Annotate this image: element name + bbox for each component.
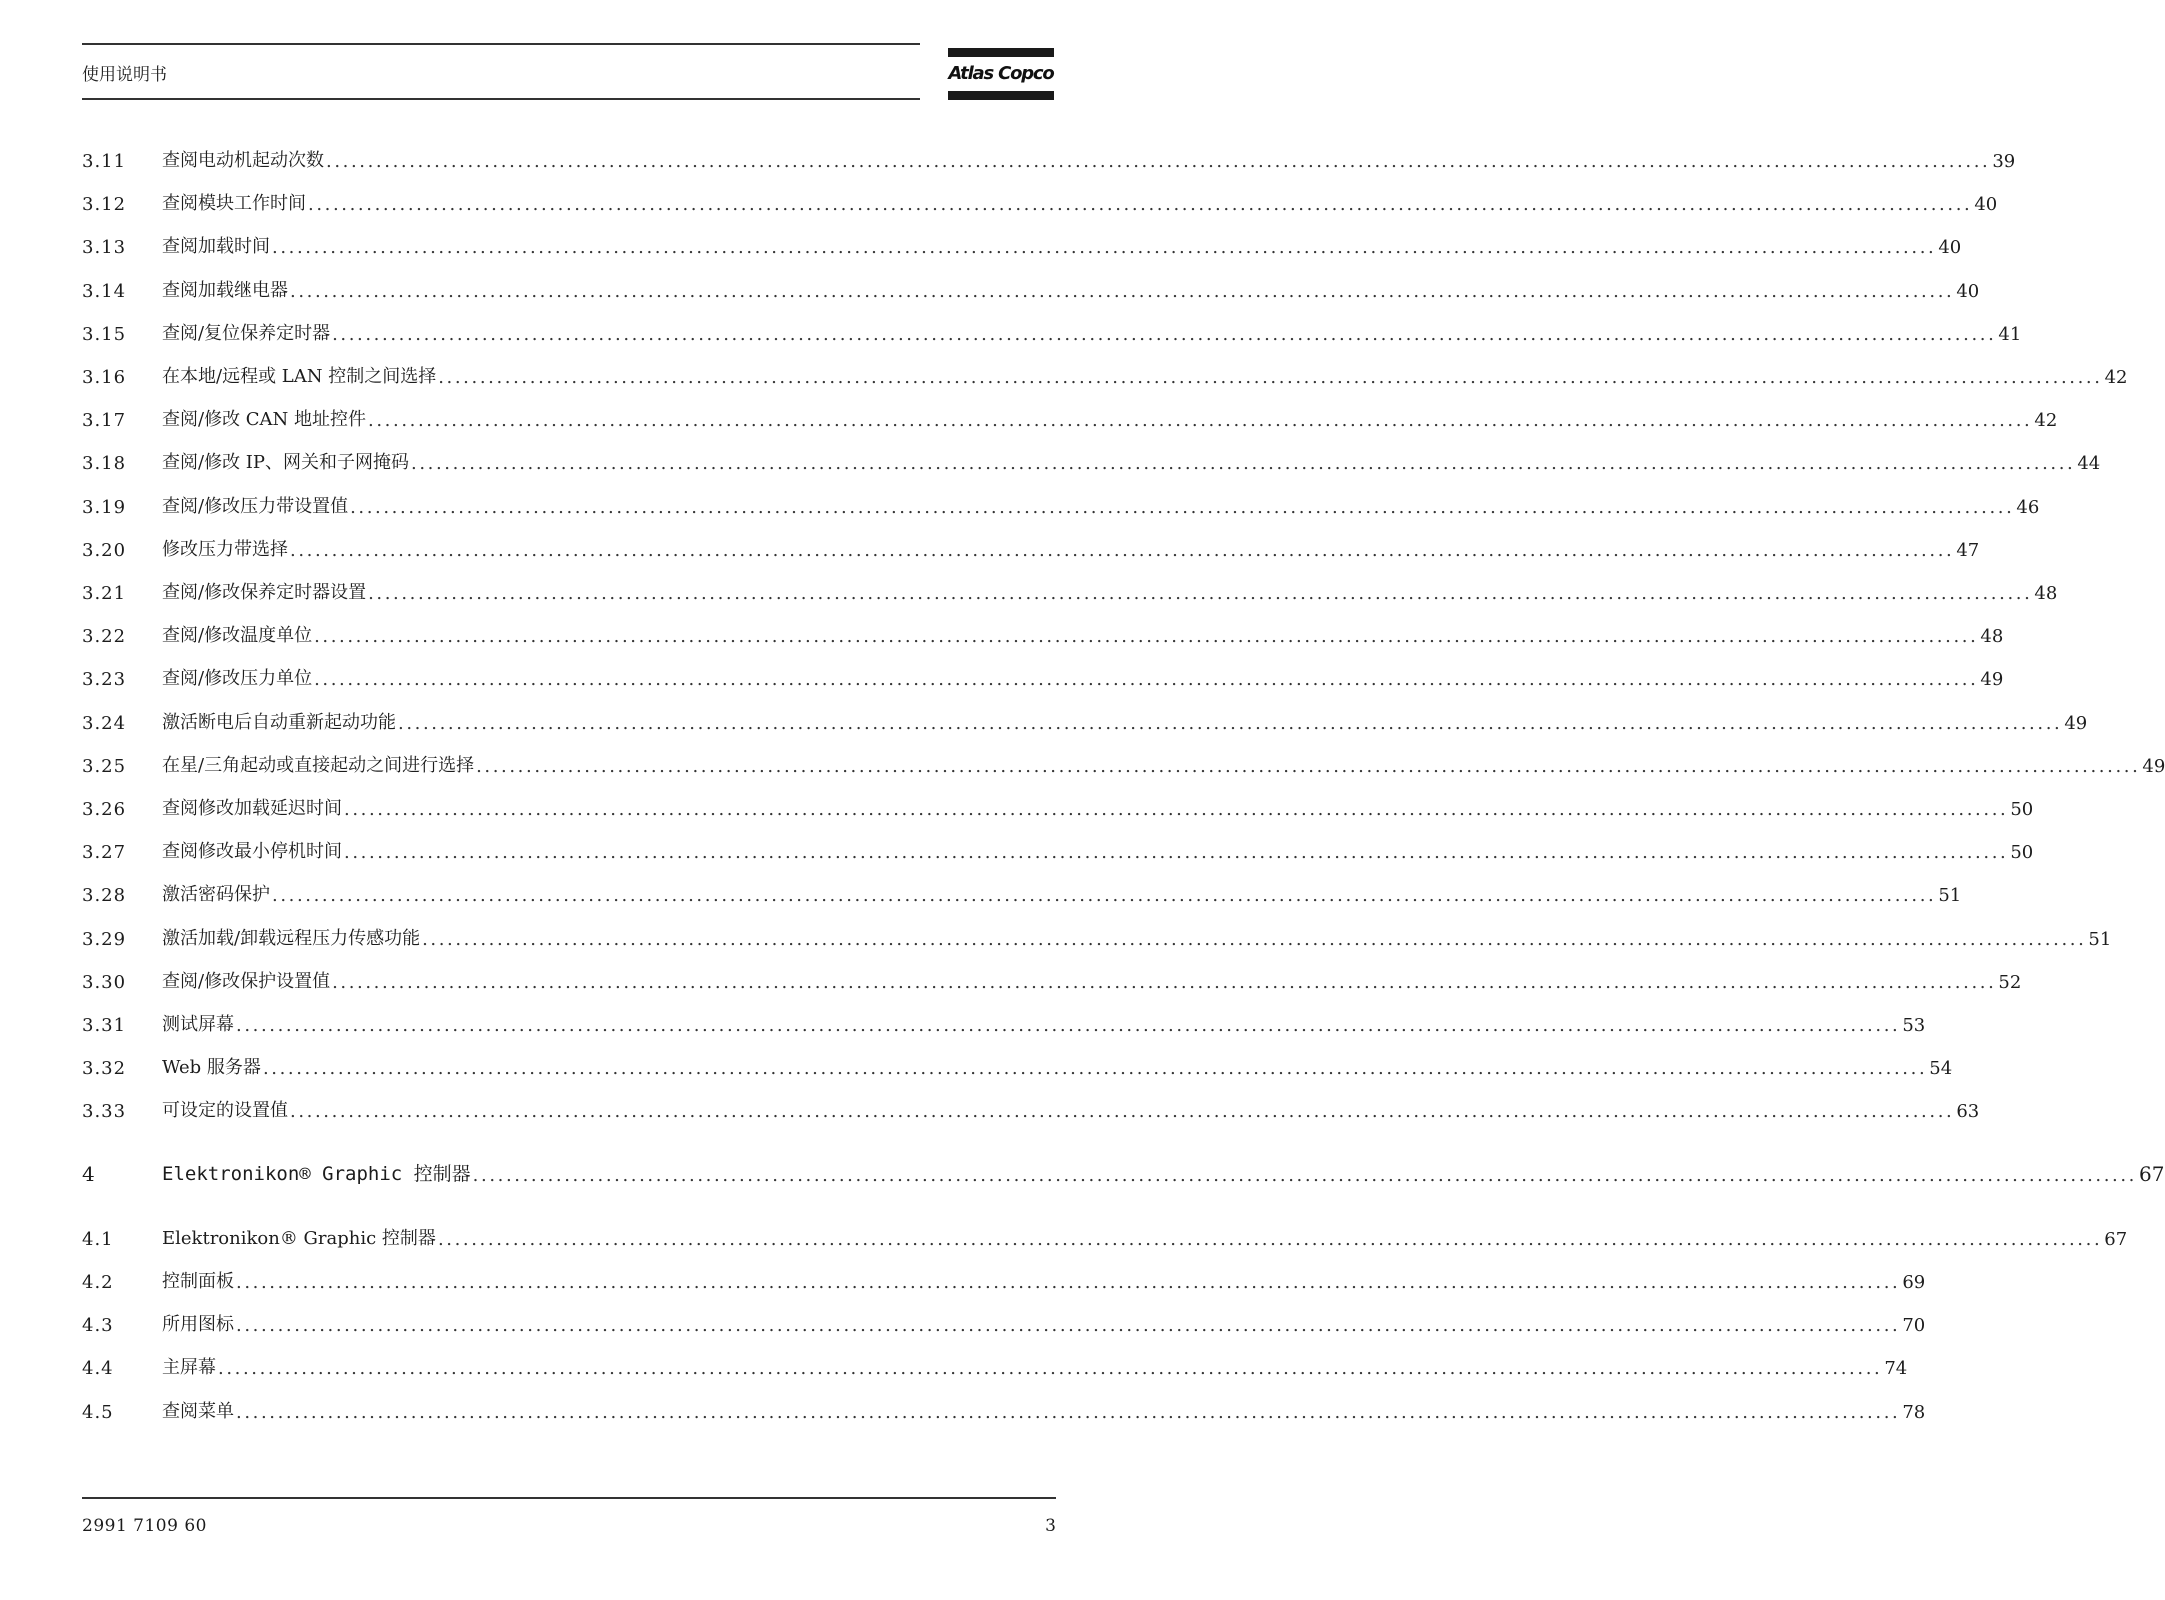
- toc-page-number: 53: [1902, 1015, 1926, 1036]
- toc-row[interactable]: [82, 1393, 1926, 1423]
- toc-section-number: 3.27: [82, 842, 127, 864]
- toc-dot-leader: ........................................................................................................................................................................................................: [344, 799, 2009, 820]
- toc-dot-leader: ........................................................................................................................................................................................................: [290, 539, 1955, 561]
- toc-page-number: 78: [1902, 1401, 1926, 1423]
- toc-row[interactable]: [82, 531, 1980, 561]
- toc-page-number: 54: [1929, 1058, 1953, 1080]
- toc-row[interactable]: [82, 228, 1962, 259]
- toc-row[interactable]: [82, 1006, 1926, 1036]
- toc-page-number: 70: [1902, 1315, 1926, 1337]
- toc-section-title: 激活密码保护: [162, 884, 270, 906]
- toc-section-title: Elektronikon® Graphic 控制器: [162, 1162, 471, 1185]
- toc-dot-leader: ........................................................................................................................................................................................................: [218, 1358, 1883, 1380]
- toc-section-title: 查阅模块工作时间: [162, 193, 306, 215]
- toc-dot-leader: ........................................................................................................................................................................................................: [344, 842, 2009, 864]
- toc-dot-leader: ........................................................................................................................................................................................................: [332, 971, 1997, 993]
- toc-section-title: 查阅/修改 IP、网关和子网掩码: [162, 452, 410, 474]
- toc-section-number: 3.25: [82, 755, 127, 777]
- toc-dot-leader: ........................................................................................................................................................................................................: [332, 323, 1997, 345]
- toc-row[interactable]: [82, 660, 2004, 691]
- toc-page-number: 46: [2016, 496, 2040, 518]
- toc-page-number: 40: [1938, 237, 1962, 259]
- toc-section-title: 修改压力带选择: [162, 538, 288, 560]
- toc-dot-leader: ........................................................................................................................................................................................................: [437, 1228, 2103, 1250]
- toc-section-title: Elektronikon® Graphic 控制器: [162, 1227, 436, 1249]
- toc-row[interactable]: [82, 1220, 2128, 1250]
- page-number: 3: [1045, 1516, 1056, 1536]
- header-rule-top: [82, 43, 920, 45]
- toc-row[interactable]: [82, 1306, 1926, 1337]
- toc-section-number: 3.11: [82, 151, 127, 172]
- toc-section-number: 3.16: [82, 367, 127, 388]
- toc-section-number: 3.18: [82, 453, 127, 475]
- toc-section-number: 3.32: [82, 1058, 127, 1080]
- toc-section-number: 3.24: [82, 712, 127, 734]
- toc-page-number: 49: [2142, 755, 2165, 777]
- toc-page-number: 67: [2104, 1228, 2128, 1250]
- toc-section-number: 4: [82, 1161, 96, 1186]
- toc-page-number: 40: [1974, 194, 1998, 216]
- toc-page-number: 42: [2034, 410, 2058, 432]
- toc-page-number: 49: [1980, 669, 2004, 691]
- toc-section-title: 查阅/复位保养定时器: [162, 322, 331, 344]
- toc-section-title: 查阅修改加载延迟时间: [162, 798, 342, 819]
- toc-page-number: 51: [2088, 928, 2112, 950]
- toc-dot-leader: ........................................................................................................................................................................................................: [262, 1058, 1928, 1080]
- logo-text: Atlas Copco: [948, 63, 1054, 84]
- toc-dot-leader: ........................................................................................................................................................................................................: [236, 1015, 1901, 1036]
- toc-section-number: 3.26: [82, 799, 127, 820]
- toc-section-title: 查阅电动机起动次数: [162, 150, 324, 171]
- toc-row[interactable]: [82, 963, 2022, 993]
- toc-row[interactable]: [82, 185, 1998, 216]
- toc-section-title: 激活断电后自动重新起动功能: [162, 711, 396, 733]
- toc-page-number: 74: [1884, 1358, 1908, 1380]
- toc-page-number: 48: [1980, 626, 2004, 648]
- toc-dot-leader: ........................................................................................................................................................................................................: [398, 712, 2063, 734]
- toc-dot-leader: ........................................................................................................................................................................................................: [290, 280, 1955, 302]
- toc-dot-leader: ........................................................................................................................................................................................................: [272, 237, 1937, 259]
- toc-section-number: 4.4: [82, 1358, 114, 1380]
- toc-section-title: Web 服务器: [162, 1057, 261, 1079]
- toc-section-number: 3.19: [82, 496, 127, 518]
- toc-dot-leader: ........................................................................................................................................................................................................: [290, 1101, 1955, 1123]
- toc-row[interactable]: [82, 315, 2022, 345]
- toc-section-number: 3.29: [82, 928, 127, 950]
- toc-row[interactable]: [82, 1092, 1980, 1123]
- toc-chapter-row[interactable]: [82, 1156, 2165, 1186]
- toc-section-title: 查阅加载继电器: [162, 279, 288, 301]
- toc-section-number: 3.28: [82, 885, 127, 907]
- toc-section-title: 在本地/远程或 LAN 控制之间选择: [162, 366, 437, 387]
- toc-dot-leader: ........................................................................................................................................................................................................: [308, 194, 1973, 216]
- toc-section-title: 主屏幕: [162, 1357, 216, 1379]
- toc-row[interactable]: [82, 790, 2034, 820]
- toc-section-title: 可设定的设置值: [162, 1100, 288, 1122]
- toc-page-number: 67: [2139, 1161, 2165, 1186]
- toc-row[interactable]: [82, 1263, 1926, 1293]
- toc-page-number: 69: [1902, 1272, 1926, 1293]
- toc-page-number: 50: [2010, 842, 2034, 864]
- toc-row[interactable]: [82, 401, 2058, 432]
- toc-section-number: 3.12: [82, 194, 127, 216]
- toc-dot-leader: ........................................................................................................................................................................................................: [350, 496, 2015, 518]
- toc-section-number: 3.13: [82, 237, 127, 259]
- toc-section-number: 3.20: [82, 539, 127, 561]
- toc-section-title: 查阅/修改保护设置值: [162, 970, 331, 992]
- document-number: 2991 7109 60: [82, 1516, 207, 1536]
- toc-row[interactable]: [82, 358, 2128, 388]
- document-title: 使用说明书: [82, 65, 167, 85]
- toc-page-number: 39: [1992, 151, 2016, 172]
- toc-section-number: 4.5: [82, 1401, 114, 1423]
- toc-page-number: 51: [1938, 885, 1962, 907]
- toc-section-title: 查阅/修改保养定时器设置: [162, 582, 367, 603]
- toc-section-number: 3.33: [82, 1101, 127, 1123]
- header-rule-bottom: [82, 98, 920, 100]
- toc-dot-leader: ........................................................................................................................................................................................................: [411, 453, 2076, 475]
- toc-section-title: 查阅修改最小停机时间: [162, 841, 342, 863]
- toc-page-number: 49: [2064, 712, 2088, 734]
- toc-section-title: 查阅/修改 CAN 地址控件: [162, 409, 367, 431]
- toc-row[interactable]: [82, 574, 2058, 604]
- toc-row[interactable]: [82, 488, 2040, 518]
- toc-dot-leader: ........................................................................................................................................................................................................: [326, 151, 1991, 172]
- toc-section-number: 3.23: [82, 669, 127, 691]
- toc-section-number: 3.17: [82, 410, 127, 432]
- toc-row[interactable]: [82, 920, 2112, 950]
- toc-dot-leader: ........................................................................................................................................................................................................: [272, 885, 1937, 907]
- toc-dot-leader: ........................................................................................................................................................................................................: [314, 626, 1979, 648]
- toc-section-number: 3.21: [82, 583, 127, 604]
- toc-page-number: 42: [2104, 367, 2128, 388]
- toc-section-title: 在星/三角起动或直接起动之间进行选择: [162, 754, 475, 776]
- toc-row[interactable]: [82, 1049, 1953, 1080]
- toc-section-title: 查阅菜单: [162, 1400, 234, 1422]
- toc-dot-leader: ........................................................................................................................................................................................................: [236, 1272, 1901, 1293]
- toc-page-number: 48: [2034, 583, 2058, 604]
- toc-dot-leader: ........................................................................................................................................................................................................: [236, 1401, 1901, 1423]
- toc-dot-leader: ........................................................................................................................................................................................................: [438, 367, 2103, 388]
- toc-dot-leader: ........................................................................................................................................................................................................: [314, 669, 1979, 691]
- toc-section-title: 查阅/修改压力单位: [162, 668, 313, 690]
- toc-row[interactable]: [82, 704, 2088, 734]
- toc-page-number: 40: [1956, 280, 1980, 302]
- toc-dot-leader: ........................................................................................................................................................................................................: [422, 928, 2087, 950]
- toc-page-number: 50: [2010, 799, 2034, 820]
- toc-section-title: 查阅/修改温度单位: [162, 625, 313, 647]
- toc-section-title: 查阅/修改压力带设置值: [162, 495, 349, 517]
- toc-row[interactable]: [82, 1349, 1908, 1380]
- toc-row[interactable]: [82, 617, 2004, 648]
- logo-bar-bottom: [948, 91, 1054, 100]
- toc-row[interactable]: [82, 272, 1980, 302]
- atlas-copco-logo: [948, 48, 1054, 100]
- toc-dot-leader: ........................................................................................................................................................................................................: [472, 1164, 2138, 1186]
- toc-page-number: 63: [1956, 1101, 1980, 1123]
- toc-page-number: 47: [1956, 539, 1980, 561]
- toc-section-title: 查阅加载时间: [162, 236, 270, 258]
- toc-row[interactable]: [82, 444, 2101, 475]
- toc-page-number: 41: [1998, 323, 2022, 345]
- toc-section-title: 控制面板: [162, 1271, 234, 1292]
- toc-section-number: 3.31: [82, 1015, 127, 1036]
- footer-rule: [82, 1497, 1056, 1499]
- toc-section-number: 3.30: [82, 971, 127, 993]
- logo-bar-top: [948, 48, 1054, 57]
- toc-dot-leader: ........................................................................................................................................................................................................: [476, 755, 2141, 777]
- toc-page-number: 52: [1998, 971, 2022, 993]
- toc-section-number: 3.14: [82, 280, 127, 302]
- toc-row[interactable]: [82, 747, 2165, 777]
- toc-row[interactable]: [82, 142, 2016, 172]
- toc-page-number: 44: [2077, 453, 2101, 475]
- toc-section-title: 激活加载/卸载远程压力传感功能: [162, 927, 421, 949]
- toc-section-number: 3.15: [82, 323, 127, 345]
- toc-dot-leader: ........................................................................................................................................................................................................: [236, 1315, 1901, 1337]
- toc-dot-leader: ........................................................................................................................................................................................................: [368, 410, 2033, 432]
- toc-section-number: 4.1: [82, 1228, 114, 1250]
- toc-section-title: 测试屏幕: [162, 1014, 234, 1035]
- toc-row[interactable]: [82, 876, 1962, 907]
- toc-section-number: 3.22: [82, 626, 127, 648]
- toc-section-number: 4.3: [82, 1315, 114, 1337]
- toc-row[interactable]: [82, 833, 2034, 864]
- toc-section-number: 4.2: [82, 1272, 114, 1293]
- toc-dot-leader: ........................................................................................................................................................................................................: [368, 583, 2033, 604]
- toc-section-title: 所用图标: [162, 1314, 234, 1336]
